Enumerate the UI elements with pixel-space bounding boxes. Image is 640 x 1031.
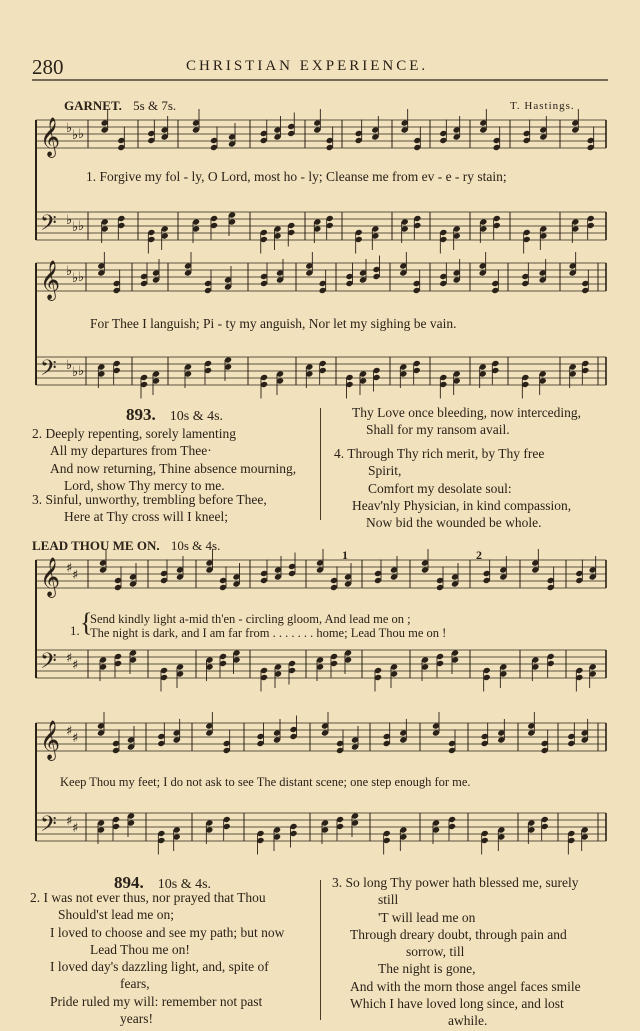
stanza-line: years! bbox=[120, 1011, 153, 1027]
stanza-line: 3. So long Thy power hath blessed me, surely bbox=[332, 875, 579, 890]
lyric-line: 1. Forgive my fol - ly, O Lord, most ho - ly; Cleanse me from ev - e - ry stain; bbox=[86, 169, 507, 184]
stanza-line: Here at Thy cross will I kneel; bbox=[64, 509, 228, 525]
stanza-line: 3. Sinful, unworthy, trembling before Thee, bbox=[32, 492, 267, 507]
sharp-icon: ♯ bbox=[72, 731, 79, 746]
sharp-icon: ♯ bbox=[66, 561, 73, 576]
ending-2-label: 2 bbox=[476, 548, 482, 562]
sharp-icon: ♯ bbox=[72, 658, 79, 673]
verse-number: 1. bbox=[70, 623, 80, 638]
hymn-893-heading bbox=[126, 405, 223, 425]
lyric-line: Send kindly light a-mid th'en - circling gloom, And lead me on ; bbox=[90, 612, 411, 626]
flat-icon: ♭ bbox=[72, 220, 79, 235]
stanza-2 bbox=[32, 425, 296, 494]
sharp-icon: ♯ bbox=[72, 568, 79, 583]
lyric-brace: { bbox=[80, 608, 93, 637]
tune-garnet-heading bbox=[64, 98, 176, 114]
column-divider bbox=[320, 880, 321, 1020]
lyric-line: Keep Thou my feet; I do not ask to see The distant scene; one step enough for me. bbox=[60, 775, 471, 789]
stanza-line: Lead Thou me on! bbox=[90, 941, 190, 957]
running-title: CHRISTIAN EXPERIENCE. bbox=[186, 58, 429, 74]
flat-icon: ♭ bbox=[78, 127, 85, 142]
sharp-icon: ♯ bbox=[66, 724, 73, 739]
stanza-line: All my departures from Thee· bbox=[50, 443, 212, 459]
stanza-line: awhile. bbox=[448, 1013, 488, 1029]
hymn-number: 893. bbox=[126, 405, 156, 424]
flat-icon: ♭ bbox=[66, 264, 73, 279]
tune-name: LEAD THOU ME ON. bbox=[32, 538, 160, 553]
bass-clef-icon: 𝄢 bbox=[40, 812, 57, 842]
stanza-line: Now bid the wounded be whole. bbox=[366, 515, 542, 531]
stanza-line: 2. I was not ever thus, nor prayed that Thou bbox=[30, 890, 266, 905]
stanza-line: Comfort my desolate soul: bbox=[368, 480, 512, 496]
flat-icon: ♭ bbox=[72, 365, 79, 380]
treble-clef-icon: 𝄞 bbox=[40, 557, 61, 597]
stanza-line: And with the morn those angel faces smile bbox=[350, 978, 581, 994]
treble-clef-icon: 𝄞 bbox=[40, 117, 61, 157]
bass-clef-icon: 𝄢 bbox=[40, 649, 57, 679]
sharp-icon: ♯ bbox=[66, 651, 73, 666]
flat-icon: ♭ bbox=[78, 364, 85, 379]
page-number: 280 bbox=[32, 55, 64, 79]
treble-clef-icon: 𝄞 bbox=[40, 260, 61, 300]
tune-meter: 5s & 7s. bbox=[133, 98, 177, 113]
stanza-line: sorrow, till bbox=[406, 944, 465, 960]
stanza-3-continued bbox=[340, 404, 581, 439]
lyric-line: The night is dark, and I am far from . . . . . . . home; Lead Thou me on ! bbox=[90, 626, 447, 640]
sharp-icon: ♯ bbox=[66, 814, 73, 829]
stanza-line: fears, bbox=[120, 976, 150, 992]
stanza-line: I loved to choose and see my path; but now bbox=[50, 924, 285, 940]
stanza-line: And now returning, Thine absence mourning, bbox=[50, 460, 297, 476]
treble-clef-icon: 𝄞 bbox=[40, 720, 61, 760]
hymn-meter: 10s & 4s. bbox=[157, 877, 212, 892]
stanza-3 bbox=[332, 874, 581, 1030]
ending-1-label: 1 bbox=[342, 548, 348, 562]
stanza-line: Thy Love once bleeding, now interceding, bbox=[352, 405, 582, 420]
flat-icon: ♭ bbox=[72, 128, 79, 143]
flat-icon: ♭ bbox=[66, 358, 73, 373]
flat-icon: ♭ bbox=[78, 270, 85, 285]
stanza-line: Spirit, bbox=[368, 463, 402, 479]
tune-lead-thou-me-on-heading bbox=[32, 538, 220, 554]
stanza-line: The night is gone, bbox=[378, 961, 476, 977]
flat-icon: ♭ bbox=[66, 213, 73, 228]
bass-clef-icon: 𝄢 bbox=[40, 211, 57, 241]
column-divider bbox=[320, 408, 321, 520]
stanza-line: 4. Through Thy rich merit, by Thy free bbox=[334, 446, 545, 461]
sharp-icon: ♯ bbox=[72, 821, 79, 836]
hymn-number: 894. bbox=[114, 873, 144, 892]
stanza-line: Which I have loved long since, and lost bbox=[350, 996, 564, 1012]
tune-meter: 10s & 4s. bbox=[170, 538, 221, 553]
bass-clef-icon: 𝄢 bbox=[40, 356, 57, 386]
tune-name: GARNET. bbox=[64, 98, 122, 113]
flat-icon: ♭ bbox=[78, 219, 85, 234]
hymn-meter: 10s & 4s. bbox=[169, 409, 224, 424]
stanza-line: Heav'nly Physician, in kind compassion, bbox=[352, 497, 572, 513]
lyric-line: For Thee I languish; Pi - ty my anguish, Nor let my sighing be vain. bbox=[90, 316, 457, 331]
stanza-line: Pride ruled my will: remember not past bbox=[50, 993, 263, 1009]
stanza-line: Shall for my ransom avail. bbox=[366, 422, 510, 438]
stanza-line: still bbox=[378, 892, 399, 908]
composer: T. Hastings. bbox=[510, 100, 575, 112]
stanza-line: Should'st lead me on; bbox=[58, 907, 175, 923]
stanza-4 bbox=[334, 445, 571, 531]
stanza-line: Lord, show Thy mercy to me. bbox=[64, 477, 225, 493]
flat-icon: ♭ bbox=[72, 271, 79, 286]
stanza-line: 2. Deeply repenting, sorely lamenting bbox=[32, 426, 236, 441]
stanza-line: 'T will lead me on bbox=[378, 909, 476, 925]
flat-icon: ♭ bbox=[66, 121, 73, 136]
stanza-2 bbox=[30, 889, 284, 1027]
stanza-line: Through dreary doubt, through pain and bbox=[350, 926, 567, 942]
stanza-3 bbox=[32, 491, 267, 526]
stanza-line: I loved day's dazzling light, and, spite of bbox=[50, 959, 269, 975]
